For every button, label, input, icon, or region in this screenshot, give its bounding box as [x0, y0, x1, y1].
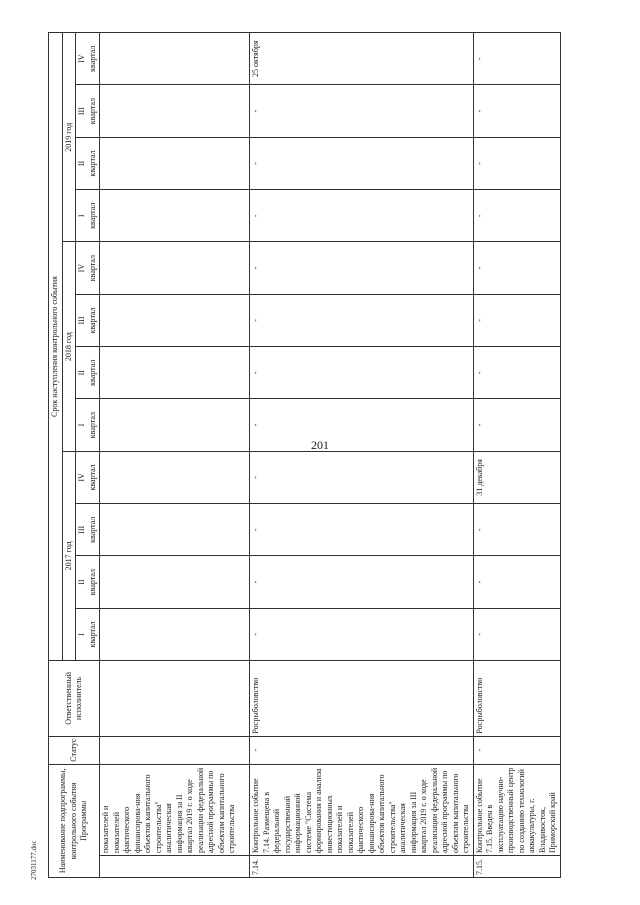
table-row [250, 33, 474, 878]
header-quarter: II квартал [76, 556, 100, 608]
header-quarter: I квартал [76, 399, 100, 451]
row-executor: Росрыболовство [473, 661, 560, 737]
row-cell [100, 137, 250, 189]
row-name: Контрольное событие 7.15. Введен в эксплуатацию научно-производственный центр по созданию технологий аквакультуры, г. Владивосток, Приморский край [473, 764, 560, 855]
row-status: - [473, 736, 560, 764]
header-year-2018: 2018 год [62, 242, 76, 451]
row-cell: - [473, 242, 560, 294]
row-cell [100, 294, 250, 346]
table-row [473, 33, 560, 878]
header-quarter: IV квартал [76, 451, 100, 503]
header-name: Наименование подпрограммы, контрольного события Программы [49, 764, 100, 877]
row-cell: - [473, 190, 560, 242]
row-cell: - [250, 451, 474, 503]
row-cell: - [473, 294, 560, 346]
header-executor: Ответственный исполнитель [49, 661, 100, 737]
header-quarter: III квартал [76, 504, 100, 556]
row-cell: - [250, 347, 474, 399]
header-quarter: I квартал [76, 190, 100, 242]
header-status: Статус [49, 736, 100, 764]
row-cell: - [250, 608, 474, 660]
row-cell: - [250, 556, 474, 608]
document-code: 27031177.doc [30, 840, 38, 880]
table-row [100, 33, 250, 878]
row-cell [100, 608, 250, 660]
rotated-table-container [48, 32, 638, 878]
row-name: показателей и показателей фактического финансирова-ния объектов капитального строительства" аналитическая информация за II квартал 2019 г. о ходе реализации федеральной адресной программы по объектам капитального строительства [100, 764, 250, 855]
header-quarter: II квартал [76, 347, 100, 399]
row-cell: - [473, 33, 560, 85]
row-cell: - [250, 294, 474, 346]
row-cell: 25 октября [250, 33, 474, 85]
header-quarter: IV квартал [76, 242, 100, 294]
row-number: 7.15. [473, 856, 560, 878]
row-cell: - [473, 137, 560, 189]
header-quarter: III квартал [76, 85, 100, 137]
row-cell [100, 399, 250, 451]
footer [30, 840, 38, 881]
row-cell: - [473, 85, 560, 137]
row-number [100, 856, 250, 878]
row-cell: - [250, 190, 474, 242]
row-cell: - [473, 504, 560, 556]
row-executor: Росрыболовство [250, 661, 474, 737]
row-cell: 31 декабря [473, 451, 560, 503]
row-cell: - [473, 347, 560, 399]
control-events-table [48, 32, 561, 878]
row-cell [100, 451, 250, 503]
header-quarter: III квартал [76, 294, 100, 346]
row-cell: - [473, 556, 560, 608]
row-cell [100, 347, 250, 399]
row-cell [100, 504, 250, 556]
row-cell [100, 242, 250, 294]
row-cell: - [250, 242, 474, 294]
header-year-2017: 2017 год [62, 451, 76, 660]
row-cell [100, 190, 250, 242]
row-cell: - [473, 399, 560, 451]
row-cell [100, 85, 250, 137]
row-cell: - [473, 608, 560, 660]
row-cell [100, 556, 250, 608]
row-cell: - [250, 399, 474, 451]
row-executor [100, 661, 250, 737]
header-deadline: Срок наступления контрольного события [49, 33, 63, 661]
row-status: - [250, 736, 474, 764]
header-year-2019: 2019 год [62, 33, 76, 242]
header-quarter: I квартал [76, 608, 100, 660]
row-number: 7.14. [250, 856, 474, 878]
row-cell: - [250, 137, 474, 189]
page-number: 201 [311, 438, 329, 452]
header-quarter: IV квартал [76, 33, 100, 85]
header-quarter: II квартал [76, 137, 100, 189]
row-cell [100, 33, 250, 85]
row-cell: - [250, 504, 474, 556]
row-status [100, 736, 250, 764]
row-cell: - [250, 85, 474, 137]
row-name: Контрольное событие 7.14. Размещена в федеральной государственной информационной системе "Система формирования и анализа инвестиционных показателей и показателей фактического финансирова-ния объектов капитального строительства" аналитическая информация за III квартал 2019 г. о ходе реализации федеральной адресной программы по объектам капитального строительства [250, 764, 474, 855]
